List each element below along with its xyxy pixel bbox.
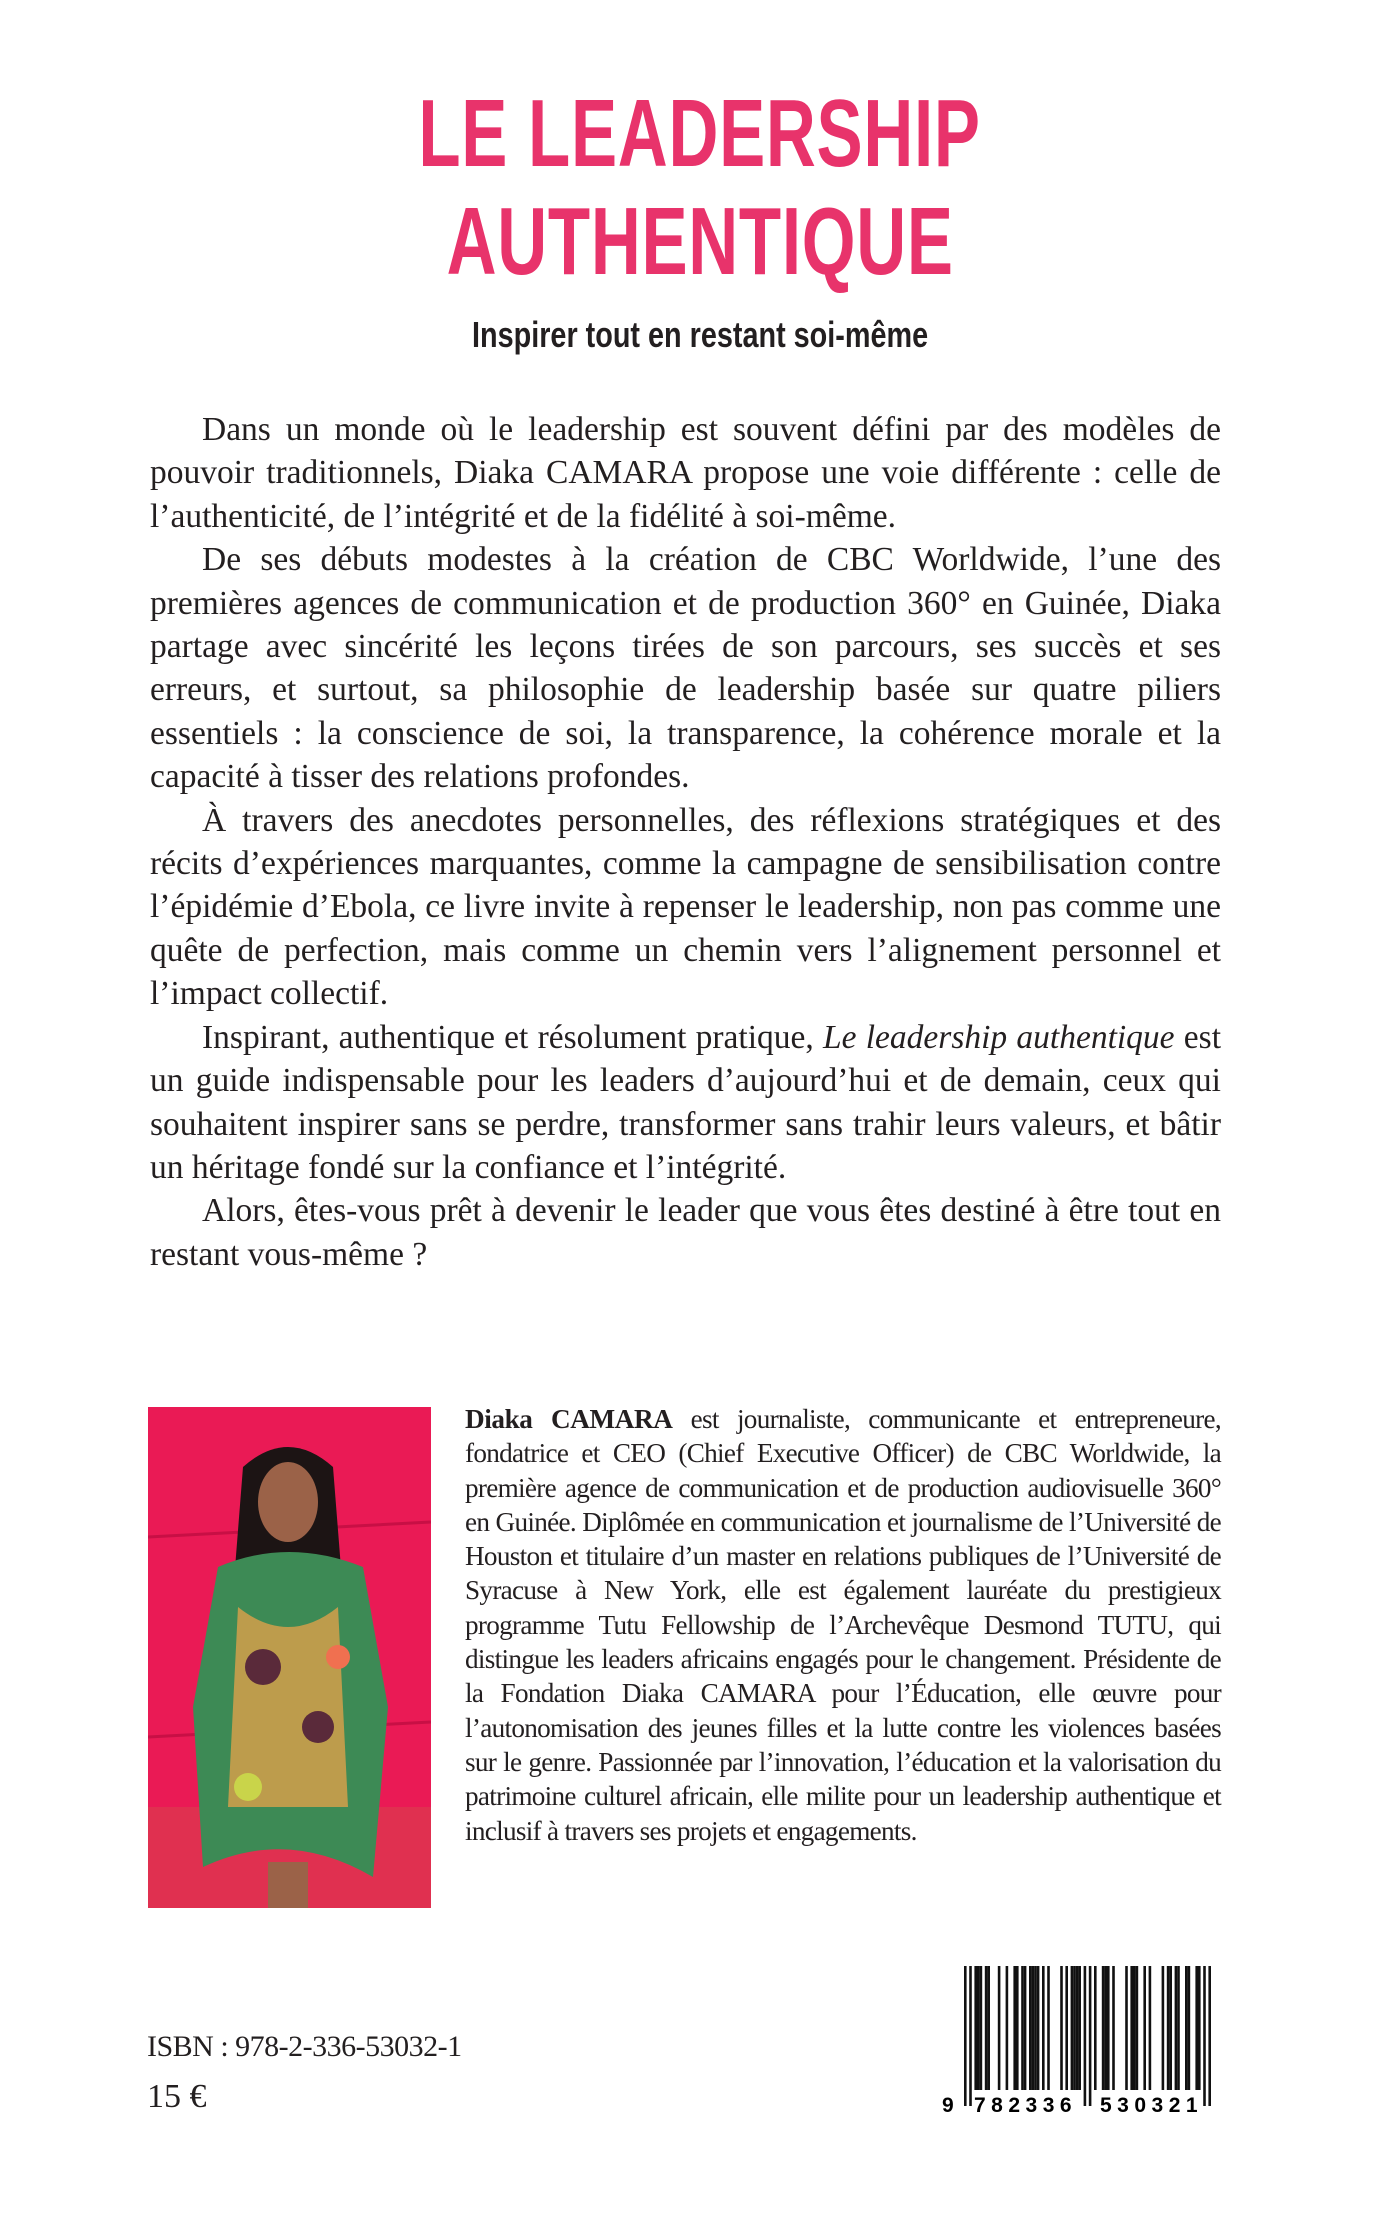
blurb-paragraph: À travers des anecdotes personnelles, des réflexions stratégiques et des récits d’expériences marquantes, comme la campagne de sensibilisation contre l’épidémie d’Ebola, ce livre invite à repenser le leadership, non pas comme une quête de perfection, mais comme un chemin vers l’alignement personnel et l’impact collectif.	[150, 801, 1221, 1013]
subtitle-text: Inspirer tout en restant soi-même	[471, 314, 929, 355]
author-photo	[148, 1407, 431, 1908]
barcode-bar	[1136, 1966, 1139, 2090]
book-title-line2	[0, 188, 1400, 295]
barcode-bar	[998, 1966, 1001, 2090]
barcode-first-digit: 9	[942, 2094, 954, 2116]
barcode-bar	[1029, 1966, 1032, 2090]
blurb-paragraph: De ses débuts modestes à la création de CBC Worldwide, l’une des premières agences de communication et de production 360° en Guinée, Diaka partage avec sincérité les leçons tirées de son parcours, ses succès et ses erreurs, et surtout, sa philosophie de leadership basée sur quatre piliers essentiels : la conscience de soi, la transparence, la cohérence morale et la capacité à tisser des relations profondes.	[150, 541, 1221, 796]
barcode-bar	[1060, 1966, 1063, 2090]
barcode-bar	[1032, 1966, 1035, 2090]
author-bio-text: est journaliste, communicante et entrepreneure, fondatrice et CEO (Chief Executive Officer) de CBC Worldwide, la première agence de communication et de production audiovisuelle 360° en Guinée. Diplômée en communication et journalisme de l’Université de Houston et titulaire d’un master en relations publiques de l’Université de Syracuse à New York, elle est également lauréate du prestigieux programme Tutu Fellowship de l’Archevêque Desmond TUTU, qui distingue les leaders africains engagés pour le changement. Présidente de la Fondation Diaka CAMARA pour l’Éducation, elle œuvre pour l’autonomisation des jeunes filles et la lutte contre les violences basées sur le genre. Passionnée par l’innovation, l’éducation et la valorisation du patrimoine culturel africain, elle milite pour un leadership authentique et inclusif à travers ses projets et engagements.	[465, 1404, 1221, 1846]
author-bio	[465, 1402, 1221, 1848]
text: Inspirant, authentique et résolument pratique,	[202, 1018, 824, 1056]
barcode-bar	[1167, 1966, 1170, 2090]
barcode-bar	[1143, 1966, 1146, 2090]
isbn: ISBN : 978-2-336-53032-1	[147, 2030, 462, 2063]
title-text: AUTHENTIQUE	[446, 188, 954, 295]
text: est un guide indispensable pour les leaders d’aujourd’hui et de demain, ceux qui souhaitent inspirer sans se perdre, transformer sans trahir leurs valeurs, et bâtir un héritage fondé sur la confiance et l’intégrité.	[150, 1018, 1221, 1186]
book-title-line1	[0, 80, 1400, 187]
barcode-bar	[987, 1966, 990, 2090]
barcode-bar	[985, 1966, 988, 2090]
barcode-bar	[1104, 1966, 1107, 2090]
barcode-bar	[974, 1966, 977, 2090]
barcode-bar	[1078, 1966, 1081, 2090]
barcode-bar	[1162, 1966, 1165, 2090]
barcode-bar	[1094, 1966, 1097, 2090]
blurb	[150, 408, 1221, 1276]
barcode-bar	[1089, 1966, 1092, 2106]
barcode-bar	[1149, 1966, 1152, 2090]
barcode-bar	[1006, 1966, 1009, 2090]
barcode-bar	[1130, 1966, 1133, 2090]
book-subtitle	[0, 314, 1400, 356]
barcode-bar	[1102, 1966, 1105, 2090]
price: 15 €	[147, 2078, 207, 2115]
blurb-paragraph: Alors, êtes-vous prêt à devenir le leader que vous êtes destiné à être tout en restant vous-même ?	[150, 1192, 1221, 1273]
author-name: Diaka CAMARA	[465, 1404, 673, 1434]
barcode-bar	[1034, 1966, 1037, 2090]
barcode-bar	[1125, 1966, 1128, 2090]
barcode-bar	[1112, 1966, 1115, 2090]
barcode-bar	[1107, 1966, 1110, 2090]
barcode-right-digits: 530321	[1100, 2094, 1204, 2116]
barcode-bar	[1065, 1966, 1068, 2090]
barcode-bar	[1047, 1966, 1050, 2090]
barcode-bar	[1203, 1966, 1206, 2106]
barcode-bar	[1042, 1966, 1045, 2090]
isbn-barcode	[940, 1966, 1230, 2116]
barcode-bar	[1198, 1966, 1201, 2090]
barcode-bar	[980, 1966, 983, 2090]
barcode-bar	[1076, 1966, 1079, 2090]
author-portrait-illustration	[148, 1407, 431, 1908]
barcode-bar	[1084, 1966, 1087, 2106]
barcode-bar	[1175, 1966, 1178, 2090]
barcode-left-digits: 782336	[974, 2094, 1078, 2116]
barcode-bar	[1016, 1966, 1019, 2090]
barcode-bar	[1208, 1966, 1211, 2106]
blurb-paragraph: Dans un monde où le leadership est souvent défini par des modèles de pouvoir traditionnels, Diaka CAMARA propose une voie différente : celle de l’authenticité, de l’intégrité et de la fidélité à soi-même.	[150, 411, 1221, 535]
barcode-bar	[1188, 1966, 1191, 2090]
barcode-bar	[1013, 1966, 1016, 2090]
barcode-bar	[1073, 1966, 1076, 2090]
barcode-bar	[1195, 1966, 1198, 2090]
barcode-bar	[977, 1966, 980, 2090]
book-title-italic: Le leadership authentique	[823, 1018, 1175, 1056]
barcode-bar	[1071, 1966, 1074, 2090]
barcode-bar	[969, 1966, 972, 2106]
barcode-bar	[1024, 1966, 1027, 2090]
barcode-bar	[1169, 1966, 1172, 2090]
barcode-bar	[1133, 1966, 1136, 2090]
barcode-bar	[1021, 1966, 1024, 2090]
barcode-bar	[1185, 1966, 1188, 2090]
barcode-bar	[1037, 1966, 1040, 2090]
barcode-bar	[964, 1966, 967, 2106]
barcode-bar	[1177, 1966, 1180, 2090]
title-text: LE LEADERSHIP	[418, 80, 982, 187]
blurb-paragraph	[150, 1016, 1221, 1190]
